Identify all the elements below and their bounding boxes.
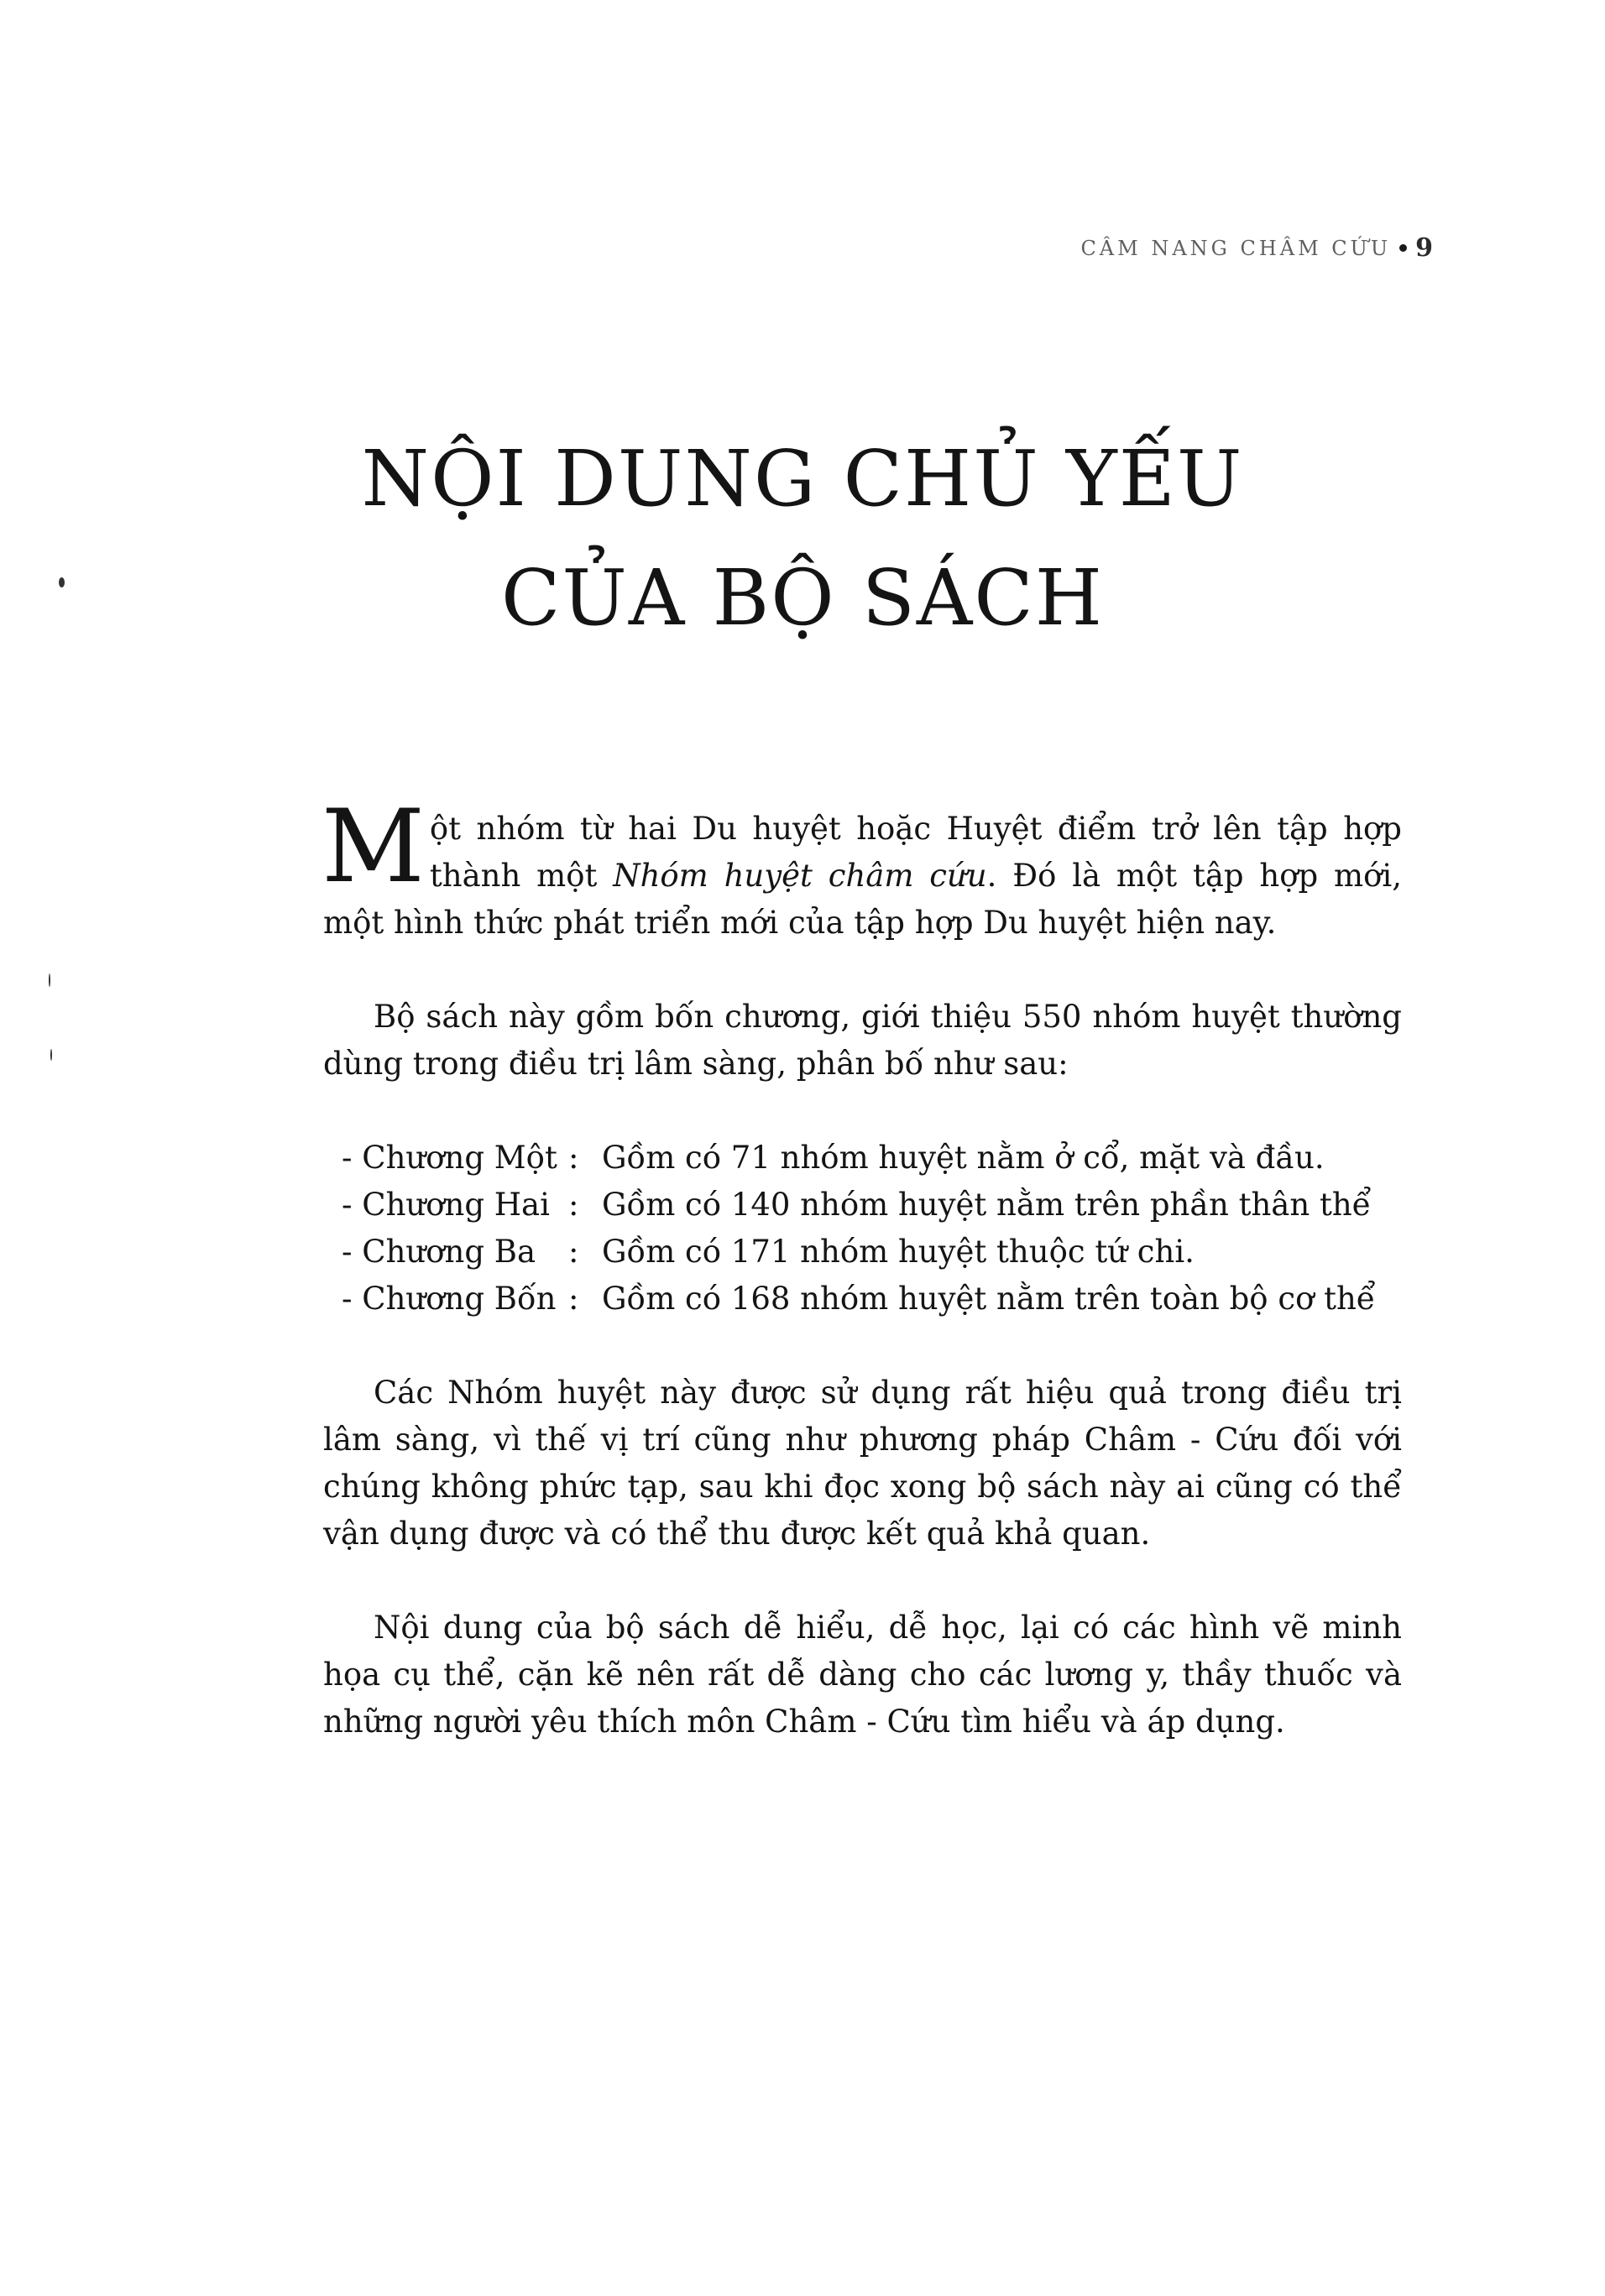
chapter-name: - Chương Ba: [342, 1234, 536, 1270]
chapter-separator: :: [568, 1281, 579, 1317]
bullet-icon: [1399, 244, 1407, 252]
chapter-item: [342, 1229, 1402, 1276]
paragraph-usage: Các Nhóm huyệt này được sử dụng rất hiệu quả trong điều trị lâm sàng, vì thế vị trí cũng như phương pháp Châm - Cứu đối với chúng không phức tạp, sau khi đọc xong bộ sách này ai cũng có thể vận dụng được và có thể thu được kết quả khả quan.: [323, 1375, 1402, 1552]
drop-cap: M: [322, 789, 425, 905]
running-head-title: CÂM NANG CHÂM CỨU: [1080, 236, 1392, 260]
intro-emphasis: Nhóm huyệt châm cứu: [613, 858, 987, 894]
chapter-name: - Chương Một: [342, 1140, 557, 1176]
chapter-item: [342, 1276, 1402, 1323]
chapter-separator: :: [568, 1187, 579, 1223]
body-text: [322, 789, 1403, 1745]
chapter-separator: :: [568, 1234, 579, 1270]
intro-text-a: ột nhóm từ hai Du huyệt hoặc Huyệt điểm trở lên tập hợp thành một: [429, 811, 1402, 894]
paragraph-intro: [322, 789, 1403, 947]
chapter-item: [342, 1182, 1402, 1229]
chapter-description: Gồm có 168 nhóm huyệt nằm trên toàn bộ cơ thể: [602, 1281, 1376, 1317]
page-title: [0, 420, 1605, 658]
title-line-1: NỘI DUNG CHỦ YẾU: [361, 434, 1244, 524]
chapter-list: [323, 1135, 1402, 1323]
paragraph-content: Nội dung của bộ sách dễ hiểu, dễ học, lại có các hình vẽ minh họa cụ thể, cặn kẽ nên rất dễ dàng cho các lương y, thầy thuốc và những người yêu thích môn Châm - Cứu tìm hiểu và áp dụng.: [323, 1610, 1402, 1740]
paragraph-overview: Bộ sách này gồm bốn chương, giới thiệu 550 nhóm huyệt thường dùng trong điều trị lâm sàng, phân bố như sau:: [323, 999, 1402, 1082]
scan-speck: [50, 1049, 52, 1061]
scan-speck: [49, 973, 50, 987]
chapter-separator: :: [568, 1140, 579, 1176]
chapter-description: Gồm có 171 nhóm huyệt thuộc tứ chi.: [602, 1234, 1195, 1270]
page-number: 9: [1415, 233, 1433, 263]
running-head: [1080, 233, 1433, 263]
intro-text-b: . Đó là một tập hợp mới, một hình thức phát triển mới của tập hợp Du huyệt hiện nay.: [323, 858, 1403, 941]
scan-speck: [59, 577, 65, 587]
title-line-2: CỦA BỘ SÁCH: [501, 553, 1104, 643]
chapter-description: Gồm có 140 nhóm huyệt nằm trên phần thân thể: [602, 1187, 1372, 1223]
chapter-description: Gồm có 71 nhóm huyệt nằm ở cổ, mặt và đầu.: [602, 1140, 1325, 1176]
chapter-name: - Chương Hai: [342, 1187, 550, 1223]
chapter-name: - Chương Bốn: [342, 1281, 557, 1317]
chapter-item: [342, 1135, 1402, 1182]
